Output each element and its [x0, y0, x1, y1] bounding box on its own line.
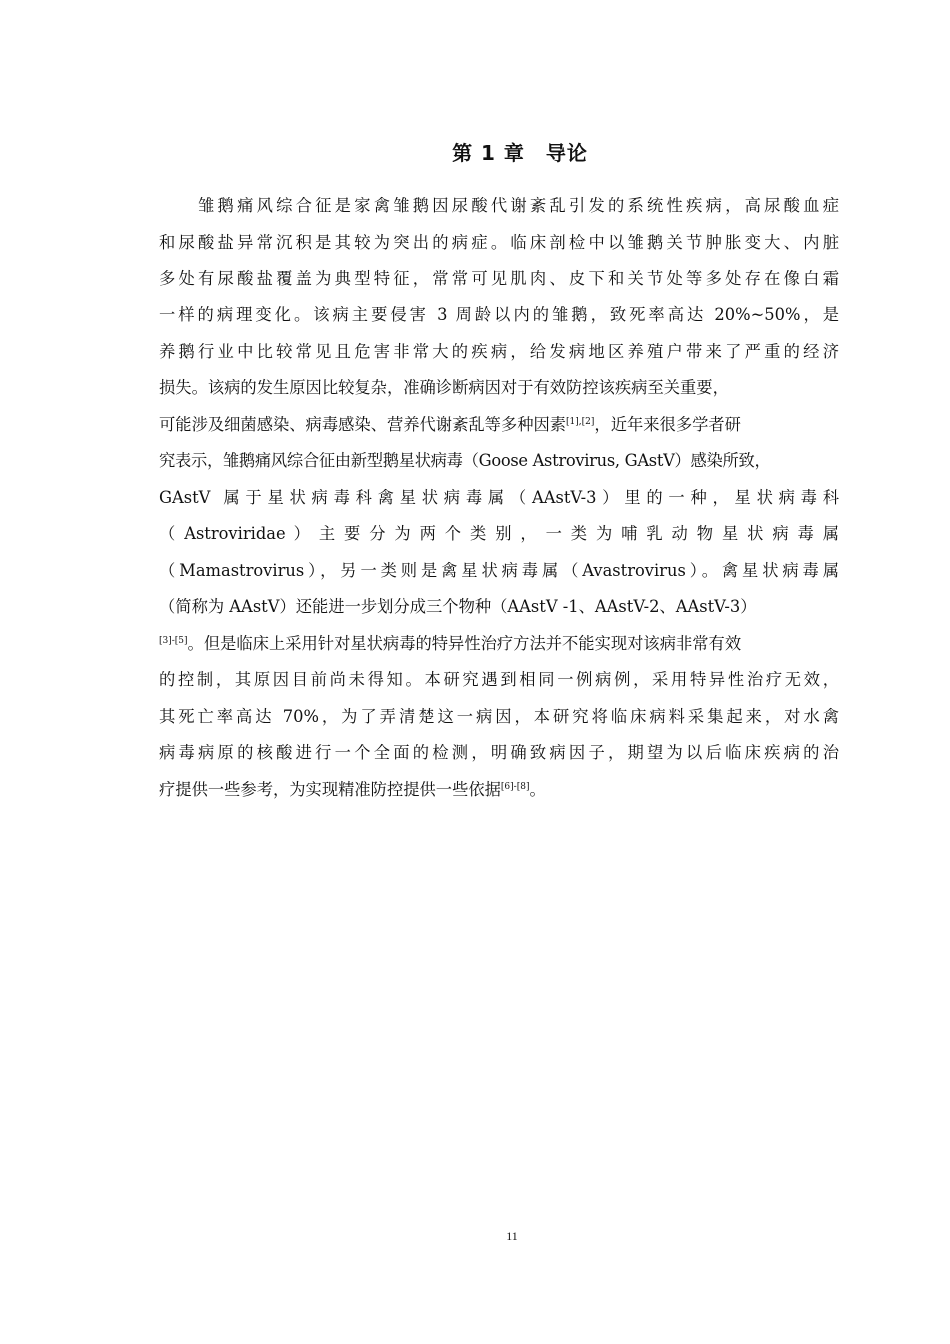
paragraph-line: 雏鹅痛风综合征是家禽雏鹅因尿酸代谢紊乱引发的系统性疾病，高尿酸血症: [159, 196, 839, 215]
line-text: 。: [529, 780, 546, 799]
paragraph-line: [159, 774, 839, 806]
paragraph-line: 一样的病理变化。该病主要侵害 3 周龄以内的雏鹅，致死率高达 20%~50%，是: [159, 305, 839, 324]
paragraph-line: 的控制，其原因目前尚未得知。本研究遇到相同一例病例，采用特异性治疗无效，: [159, 670, 839, 689]
paragraph-line: 其死亡率高达 70%，为了弄清楚这一病因，本研究将临床病料采集起来，对水禽: [159, 707, 839, 726]
paragraph-line: 病毒病原的核酸进行一个全面的检测，明确致病因子，期望为以后临床疾病的治: [159, 743, 839, 762]
paragraph-line: 究表示，雏鹅痛风综合征由新型鹅星状病毒（Goose Astrovirus, GAstV）感染所致，: [159, 451, 771, 470]
paragraph-line: 养鹅行业中比较常见且危害非常大的疾病，给发病地区养殖户带来了严重的经济: [159, 342, 839, 361]
line-text: 可能涉及细菌感染、病毒感染、营养代谢紊乱等多种因素: [159, 415, 567, 434]
paragraph-line: GAstV 属于星状病毒科禽星状病毒属（AAstV-3）里的一种，星状病毒科: [159, 488, 839, 507]
paragraph-line: （简称为 AAstV）还能进一步划分成三个物种（AAstV -1、AAstV-2、AAstV-3）: [159, 597, 757, 616]
paragraph-line: [159, 409, 839, 441]
citation: [3]-[5]: [159, 636, 188, 646]
paragraph-line: 和尿酸盐异常沉积是其较为突出的病症。临床剖检中以雏鹅关节肿胀变大、内脏: [159, 233, 839, 252]
paragraph-line: 损失。该病的发生原因比较复杂，准确诊断病因对于有效防控该疾病至关重要，: [159, 378, 729, 397]
citation: [6]-[8]: [500, 782, 530, 792]
paragraph-line: [159, 628, 839, 660]
page-number: 11: [506, 1229, 518, 1243]
paragraph-line: 多处有尿酸盐覆盖为典型特征，常常可见肌肉、皮下和关节处等多处存在像白霜: [159, 269, 839, 288]
paragraph-line: （Mamastrovirus），另一类则是禽星状病毒属（Avastrovirus）。禽星状病毒属: [159, 561, 839, 580]
paragraph-line: （ Astroviridae ） 主 要 分 为 两 个 类 别 ， 一 类 为 哺 乳 动 物 星 状 病 毒 属: [159, 524, 839, 543]
line-text: ，近年来很多学者研: [594, 415, 741, 434]
line-text: 。但是临床上采用针对星状病毒的特异性治疗方法并不能实现对该病非常有效: [187, 634, 742, 653]
citation: [1],[2]: [566, 417, 595, 427]
line-text: 疗提供一些参考，为实现精准防控提供一些依据: [159, 780, 501, 799]
chapter-title: 第 1 章 导论: [452, 141, 588, 165]
